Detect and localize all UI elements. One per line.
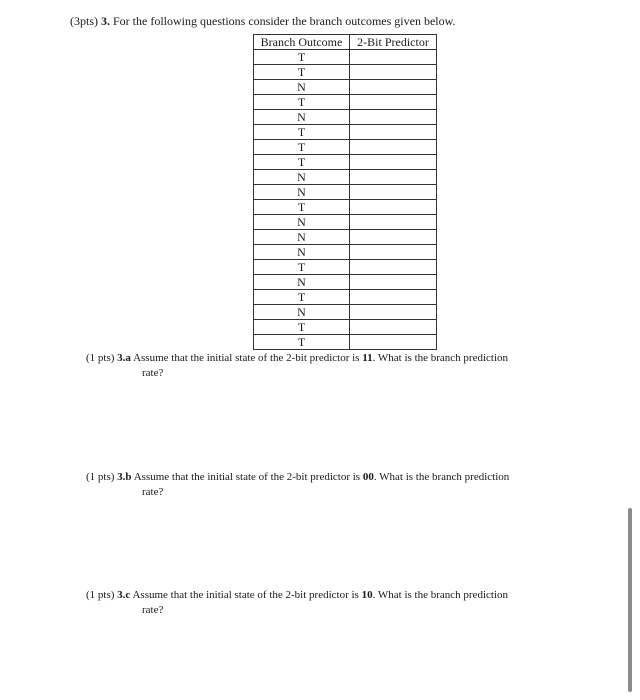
table-row [254, 95, 437, 110]
branch-outcome-cell: T [254, 260, 350, 275]
intro-points: (3pts) [70, 14, 98, 28]
question-3a [86, 351, 576, 381]
branch-outcome-cell: T [254, 200, 350, 215]
branch-outcome-cell: T [254, 140, 350, 155]
branch-outcome-cell: N [254, 185, 350, 200]
table-body [254, 50, 437, 350]
predictor-cell[interactable] [350, 230, 437, 245]
branch-outcome-cell: N [254, 305, 350, 320]
intro-text: For the following questions consider the branch outcomes given below. [113, 14, 456, 28]
predictor-cell[interactable] [350, 140, 437, 155]
q3a-continuation: rate? [142, 367, 164, 379]
branch-outcome-cell: N [254, 170, 350, 185]
q3c-state: 10 [361, 589, 373, 601]
table-row [254, 185, 437, 200]
branch-outcome-cell: T [254, 95, 350, 110]
q3c-number: 3.c [117, 589, 131, 601]
predictor-cell[interactable] [350, 260, 437, 275]
q3a-state: 11 [362, 352, 373, 364]
branch-outcome-cell: N [254, 230, 350, 245]
intro-number: 3. [101, 14, 110, 28]
predictor-cell[interactable] [350, 290, 437, 305]
predictor-cell[interactable] [350, 65, 437, 80]
branch-outcome-cell: T [254, 155, 350, 170]
q3a-number: 3.a [117, 352, 131, 364]
predictor-cell[interactable] [350, 215, 437, 230]
table-row [254, 275, 437, 290]
predictor-cell[interactable] [350, 110, 437, 125]
q3c-continuation: rate? [142, 604, 164, 616]
table-row [254, 50, 437, 65]
branch-outcome-cell: T [254, 125, 350, 140]
q3b-text-before: Assume that the initial state of the 2-bit predictor is [133, 471, 361, 483]
branch-outcome-cell: T [254, 65, 350, 80]
q3a-text-before: Assume that the initial state of the 2-bit predictor is [133, 352, 360, 364]
scrollbar[interactable] [628, 508, 632, 692]
predictor-cell[interactable] [350, 185, 437, 200]
branch-outcome-cell: N [254, 275, 350, 290]
branch-outcome-cell: N [254, 80, 350, 95]
table-row [254, 260, 437, 275]
branch-outcome-cell: T [254, 50, 350, 65]
table-row [254, 305, 437, 320]
table-row [254, 200, 437, 215]
branch-outcome-cell: T [254, 335, 350, 350]
q3b-state: 00 [362, 471, 374, 483]
q3b-number: 3.b [117, 471, 132, 483]
branch-outcome-cell: N [254, 110, 350, 125]
table-row [254, 290, 437, 305]
table-row [254, 320, 437, 335]
table-row [254, 245, 437, 260]
branch-outcome-cell: N [254, 215, 350, 230]
header-2bit-predictor: 2-Bit Predictor [350, 35, 437, 50]
question-3c [86, 588, 576, 618]
table-row [254, 140, 437, 155]
table-row [254, 230, 437, 245]
q3a-text-after: . What is the branch prediction [372, 352, 509, 364]
table-row [254, 65, 437, 80]
table-row [254, 215, 437, 230]
q3b-points: (1 pts) [86, 471, 115, 483]
q3b-continuation: rate? [142, 486, 164, 498]
predictor-cell[interactable] [350, 305, 437, 320]
predictor-cell[interactable] [350, 245, 437, 260]
table-row [254, 335, 437, 350]
table-row [254, 110, 437, 125]
header-branch-outcome: Branch Outcome [254, 35, 350, 50]
branch-outcome-cell: T [254, 290, 350, 305]
predictor-cell[interactable] [350, 200, 437, 215]
table-row [254, 125, 437, 140]
branch-outcome-cell: T [254, 320, 350, 335]
predictor-cell[interactable] [350, 170, 437, 185]
table-row [254, 170, 437, 185]
table-row [254, 80, 437, 95]
branch-outcome-cell: N [254, 245, 350, 260]
q3a-points: (1 pts) [86, 352, 115, 364]
question-3b [86, 470, 576, 500]
predictor-cell[interactable] [350, 275, 437, 290]
predictor-cell[interactable] [350, 155, 437, 170]
table-row [254, 155, 437, 170]
q3b-text-after: . What is the branch prediction [373, 471, 510, 483]
branch-outcome-table [253, 34, 437, 350]
predictor-cell[interactable] [350, 125, 437, 140]
q3c-text-after: . What is the branch prediction [372, 589, 509, 601]
predictor-cell[interactable] [350, 335, 437, 350]
predictor-cell[interactable] [350, 80, 437, 95]
predictor-cell[interactable] [350, 50, 437, 65]
q3c-points: (1 pts) [86, 589, 115, 601]
predictor-cell[interactable] [350, 95, 437, 110]
predictor-cell[interactable] [350, 320, 437, 335]
q3c-text-before: Assume that the initial state of the 2-bit predictor is [132, 589, 359, 601]
question-3-intro [70, 14, 456, 29]
table-header-row [254, 35, 437, 50]
